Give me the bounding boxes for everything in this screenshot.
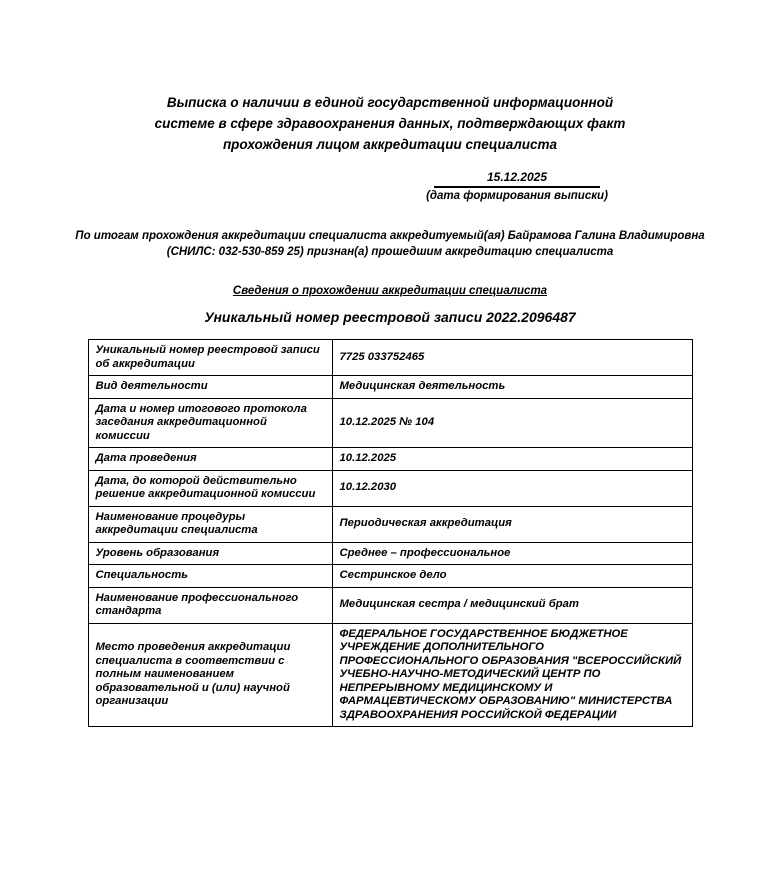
accreditation-table-body <box>88 340 692 727</box>
row-label: Дата проведения <box>88 448 332 471</box>
row-value: Медицинская деятельность <box>332 376 692 399</box>
document-title <box>0 92 780 155</box>
row-label: Вид деятельности <box>88 376 332 399</box>
row-value: Среднее – профессиональное <box>332 542 692 565</box>
section-heading: Сведения о прохождении аккредитации специалиста <box>232 285 548 297</box>
table-row-accreditation-place <box>88 623 692 727</box>
row-value: 10.12.2025 № 104 <box>332 398 692 448</box>
row-label: Специальность <box>88 565 332 588</box>
table-row-specialty <box>88 565 692 588</box>
row-value: Медицинская сестра / медицинский брат <box>332 587 692 623</box>
title-line-2: системе в сфере здравоохранения данных, подтверждающих факт <box>154 116 626 131</box>
table-row-activity-type <box>88 376 692 399</box>
table-row-procedure-name <box>88 506 692 542</box>
row-label: Дата и номер итогового протокола заседания аккредитационной комиссии <box>88 398 332 448</box>
row-label: Дата, до которой действительно решение аккредитационной комиссии <box>88 470 332 506</box>
table-row-registry-number <box>88 340 692 376</box>
extract-date-block <box>424 170 610 202</box>
row-value: 10.12.2025 <box>332 448 692 471</box>
row-value: Периодическая аккредитация <box>332 506 692 542</box>
row-label: Уникальный номер реестровой записи об аккредитации <box>88 340 332 376</box>
accreditation-table <box>88 339 693 727</box>
table-row-valid-until <box>88 470 692 506</box>
table-row-education-level <box>88 542 692 565</box>
extract-date-caption: (дата формирования выписки) <box>426 190 608 202</box>
intro-paragraph: По итогам прохождения аккредитации специалиста аккредитуемый(ая) Байрамова Галина Владимировна (СНИЛС: 032-530-859 25) признан(а) прошедшим аккредитацию специалиста <box>75 230 705 258</box>
row-label: Наименование профессионального стандарта <box>88 587 332 623</box>
row-label: Наименование процедуры аккредитации специалиста <box>88 506 332 542</box>
row-label: Место проведения аккредитации специалиста в соответствии с полным наименованием образовательной и (или) научной организации <box>88 623 332 727</box>
row-value: 7725 033752465 <box>332 340 692 376</box>
registry-number-heading: Уникальный номер реестровой записи 2022.2096487 <box>204 309 576 325</box>
table-row-professional-standard <box>88 587 692 623</box>
row-label: Уровень образования <box>88 542 332 565</box>
table-row-date-held <box>88 448 692 471</box>
extract-date-value: 15.12.2025 <box>434 170 600 188</box>
row-value: Сестринское дело <box>332 565 692 588</box>
title-line-3: прохождения лицом аккредитации специалиста <box>222 137 558 152</box>
title-line-1: Выписка о наличии в единой государственной информационной <box>166 95 614 110</box>
row-value: 10.12.2030 <box>332 470 692 506</box>
table-row-protocol <box>88 398 692 448</box>
row-value: ФЕДЕРАЛЬНОЕ ГОСУДАРСТВЕННОЕ БЮДЖЕТНОЕ УЧРЕЖДЕНИЕ ДОПОЛНИТЕЛЬНОГО ПРОФЕССИОНАЛЬНОГО ОБРАЗОВАНИЯ "ВСЕРОССИЙСКИЙ УЧЕБНО-НАУЧНО-МЕТОДИЧЕСКИЙ ЦЕНТР ПО НЕПРЕРЫВНОМУ МЕДИЦИНСКОМУ И ФАРМАЦЕВТИЧЕСКОМУ ОБРАЗОВАНИЮ" МИНИСТЕРСТВА ЗДРАВООХРАНЕНИЯ РОССИЙСКОЙ ФЕДЕРАЦИИ <box>332 623 692 727</box>
